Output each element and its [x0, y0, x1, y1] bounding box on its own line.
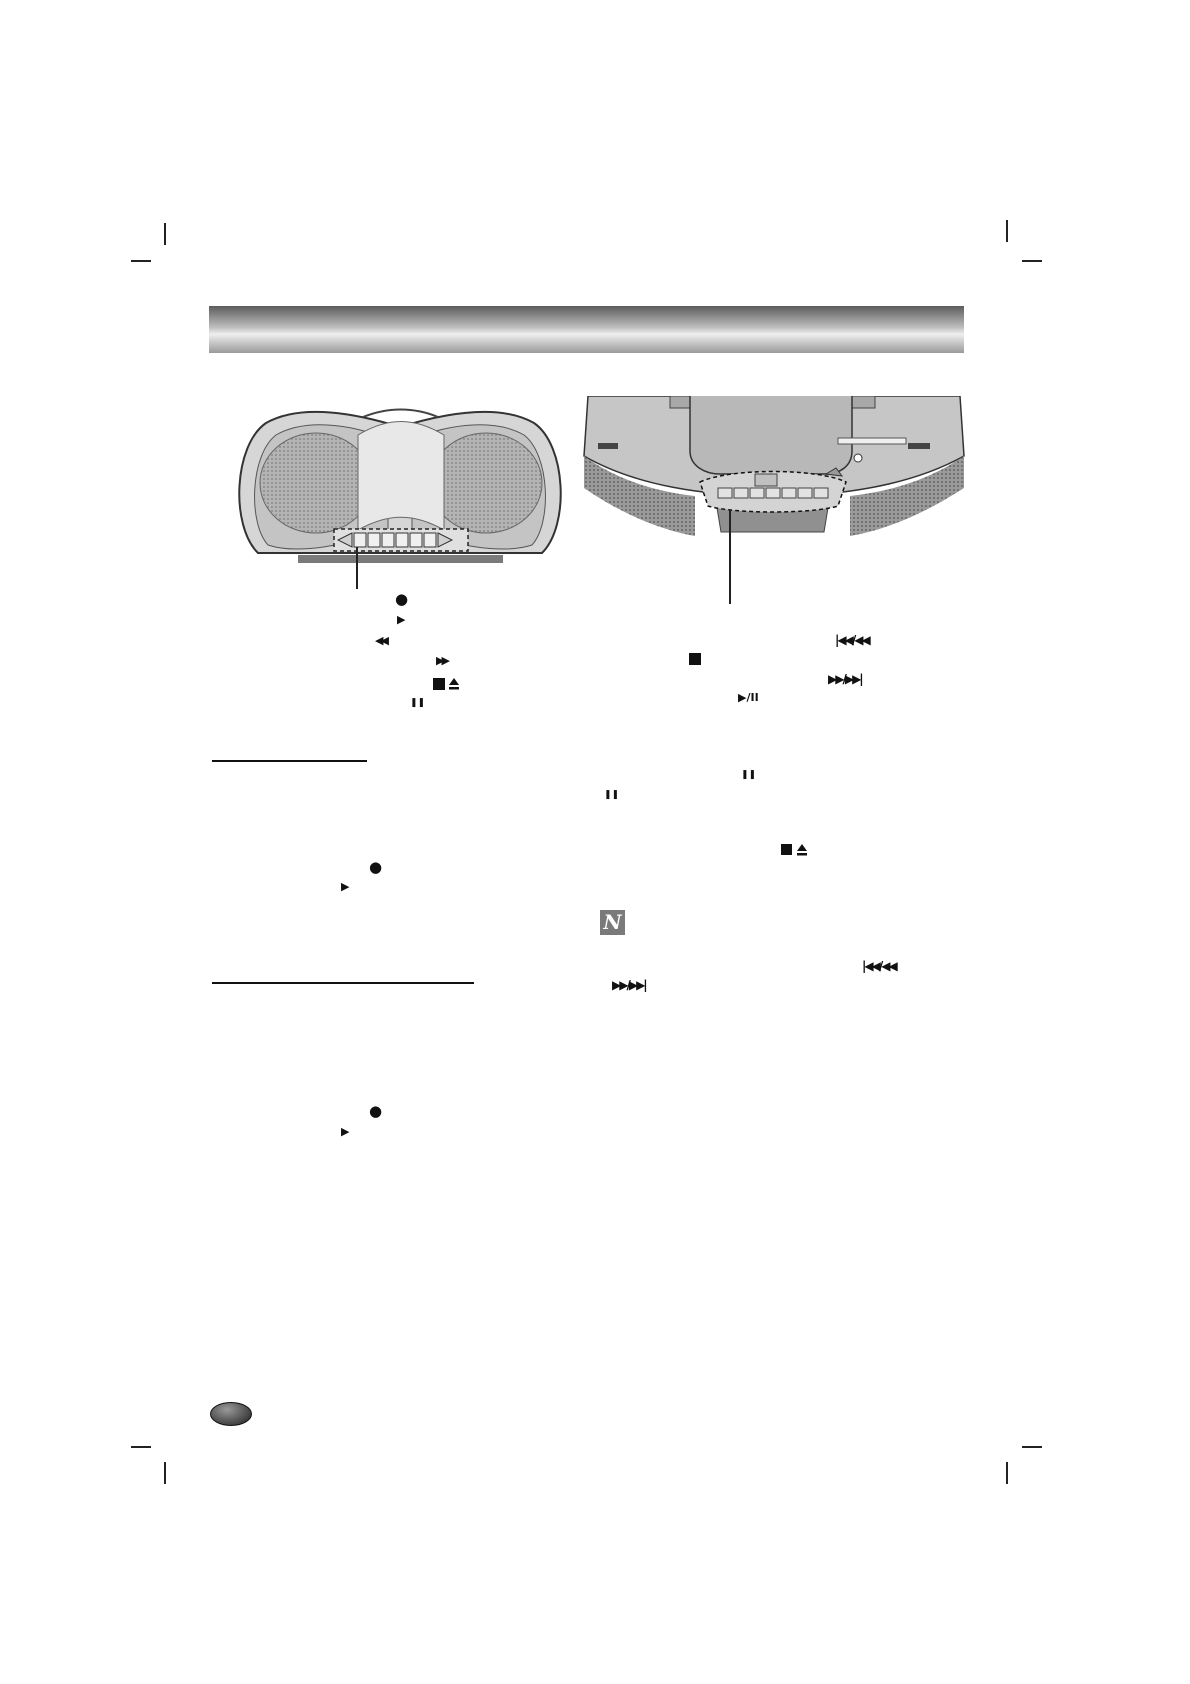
page-number-tab: [210, 1402, 252, 1426]
device-top-illustration: [580, 396, 966, 536]
pause-icon: ❚❚: [741, 770, 757, 780]
crop-mark-top-left-h: [131, 260, 151, 262]
fast-forward-icon: ▶▶: [436, 654, 447, 667]
record-icon: ●: [369, 1102, 383, 1120]
play-pause-icon: ▶/II: [738, 691, 759, 704]
device-front-illustration: [238, 405, 563, 563]
crop-mark-top-right-v: [1006, 220, 1008, 242]
section-rule-2: [212, 982, 474, 984]
stop-icon: [689, 653, 701, 665]
crop-mark-bottom-left-v: [164, 1462, 166, 1484]
record-icon: ●: [369, 858, 383, 876]
fast-forward-skip-icon: ▶▶/▶▶|: [828, 672, 862, 686]
top-panel-leader-line: [729, 510, 731, 604]
skip-back-rewind-icon: |◀◀/◀◀: [862, 959, 896, 973]
note-icon: N: [600, 910, 625, 935]
play-icon: ▶: [341, 880, 350, 893]
record-icon: ●: [395, 590, 409, 608]
play-icon: ▶: [397, 613, 406, 626]
stop-eject-icon: [781, 843, 811, 862]
section-rule-1: [212, 760, 367, 762]
section-header-bar: [209, 306, 964, 353]
stop-eject-icon: [433, 677, 463, 696]
pause-icon: ❚❚: [410, 698, 426, 708]
crop-mark-bottom-right-v: [1006, 1462, 1008, 1484]
crop-mark-bottom-right-h: [1022, 1446, 1042, 1448]
skip-back-rewind-icon: |◀◀/◀◀: [835, 633, 869, 647]
front-panel-leader-line: [356, 547, 358, 589]
play-icon: ▶: [341, 1125, 350, 1138]
crop-mark-bottom-left-h: [131, 1446, 151, 1448]
crop-mark-top-right-h: [1022, 260, 1042, 262]
fast-forward-skip-icon: ▶▶/▶▶|: [612, 978, 646, 992]
rewind-icon: ◀◀: [375, 634, 386, 647]
pause-icon: ❚❚: [604, 790, 620, 800]
crop-mark-top-left-v: [164, 223, 166, 245]
